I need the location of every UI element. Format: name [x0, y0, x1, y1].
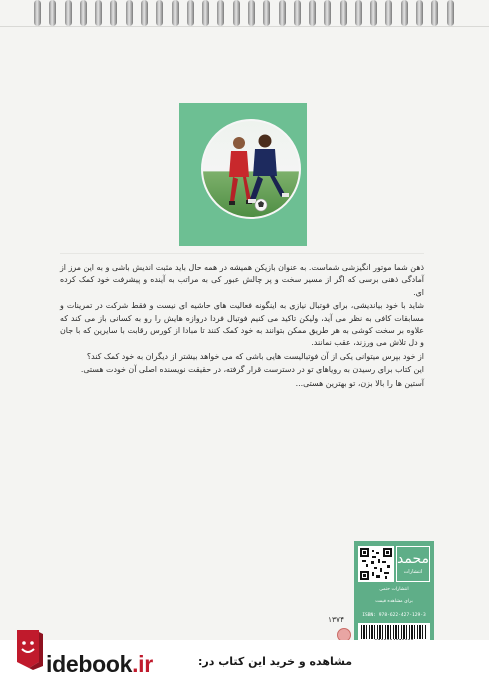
publisher-logo-caption: انتشارات [403, 569, 423, 575]
paragraph-3: از خود بپرس میتوانی یکی از آن فوتبالیست هایی باشی که می خواهد بیشتر از دیگران به خود کمک کند؟ [86, 351, 424, 361]
publisher-logo-mark: محمد [397, 551, 429, 567]
football-players-photo [201, 119, 301, 219]
publisher-logo [396, 546, 430, 582]
publisher-name: انتشارات حتمی [379, 587, 409, 592]
price-label: ۱۳۷۴ [328, 615, 345, 624]
paragraph-4: این کتاب برای رسیدن به رویاهای تو در دسترست قرار گرفته، در حقیقت نویسنده اصلی آن خودت هستی. [80, 365, 424, 375]
qr-code-icon [358, 546, 394, 582]
watermark-caption: مشاهده و خرید این کتاب در: [198, 655, 353, 668]
watermark-site-main: idebook [46, 651, 133, 677]
cover-edge-line [0, 26, 489, 27]
section-divider [60, 253, 424, 254]
paragraph-2: شاید با خود بیاندیشی، برای فوتبال نیازی به اینگونه فعالیت های حاشیه ای نیست و فقط شرکت در تمرینات و مسابقات کافی به نظر می آید، ولیکن تاکید می کنیم فوتبال فردا دروازه هایش را رو به کسانی باز می کند که علاوه بر سخت کوشی به هر طریق ممکن بتوانند به خود کمک کنند تا مبادا از کورس رقابت با سایرین که با جان و دل تلاش می ورزند، عقب نمانند. [60, 301, 424, 348]
price-note: برای مشاهده قیمت [375, 599, 413, 604]
watermark-site-accent: .ir [132, 651, 153, 677]
back-cover-text [60, 262, 424, 391]
watermark-site-link[interactable] [46, 651, 153, 678]
book-heart-icon [13, 628, 47, 672]
barcode-bars [361, 625, 427, 639]
photo-panel [179, 103, 307, 246]
paragraph-1: ذهن شما موتور انگیزشی شماست. به عنوان بازیکن همیشه در همه حال باید مثبت اندیش باشی و به این مرز از آمادگی ذهنی برسی که اگر از مسیر سخت و پر چالش عبور کی به مراتب به آینده و پیشرفت خود کمک کرده ای. [60, 263, 424, 297]
isbn-label: ISBN: 978-622-427-129-3 [362, 613, 426, 618]
paragraph-5: آستین ها را بالا بزن، تو بهترین هستی... [295, 378, 424, 388]
